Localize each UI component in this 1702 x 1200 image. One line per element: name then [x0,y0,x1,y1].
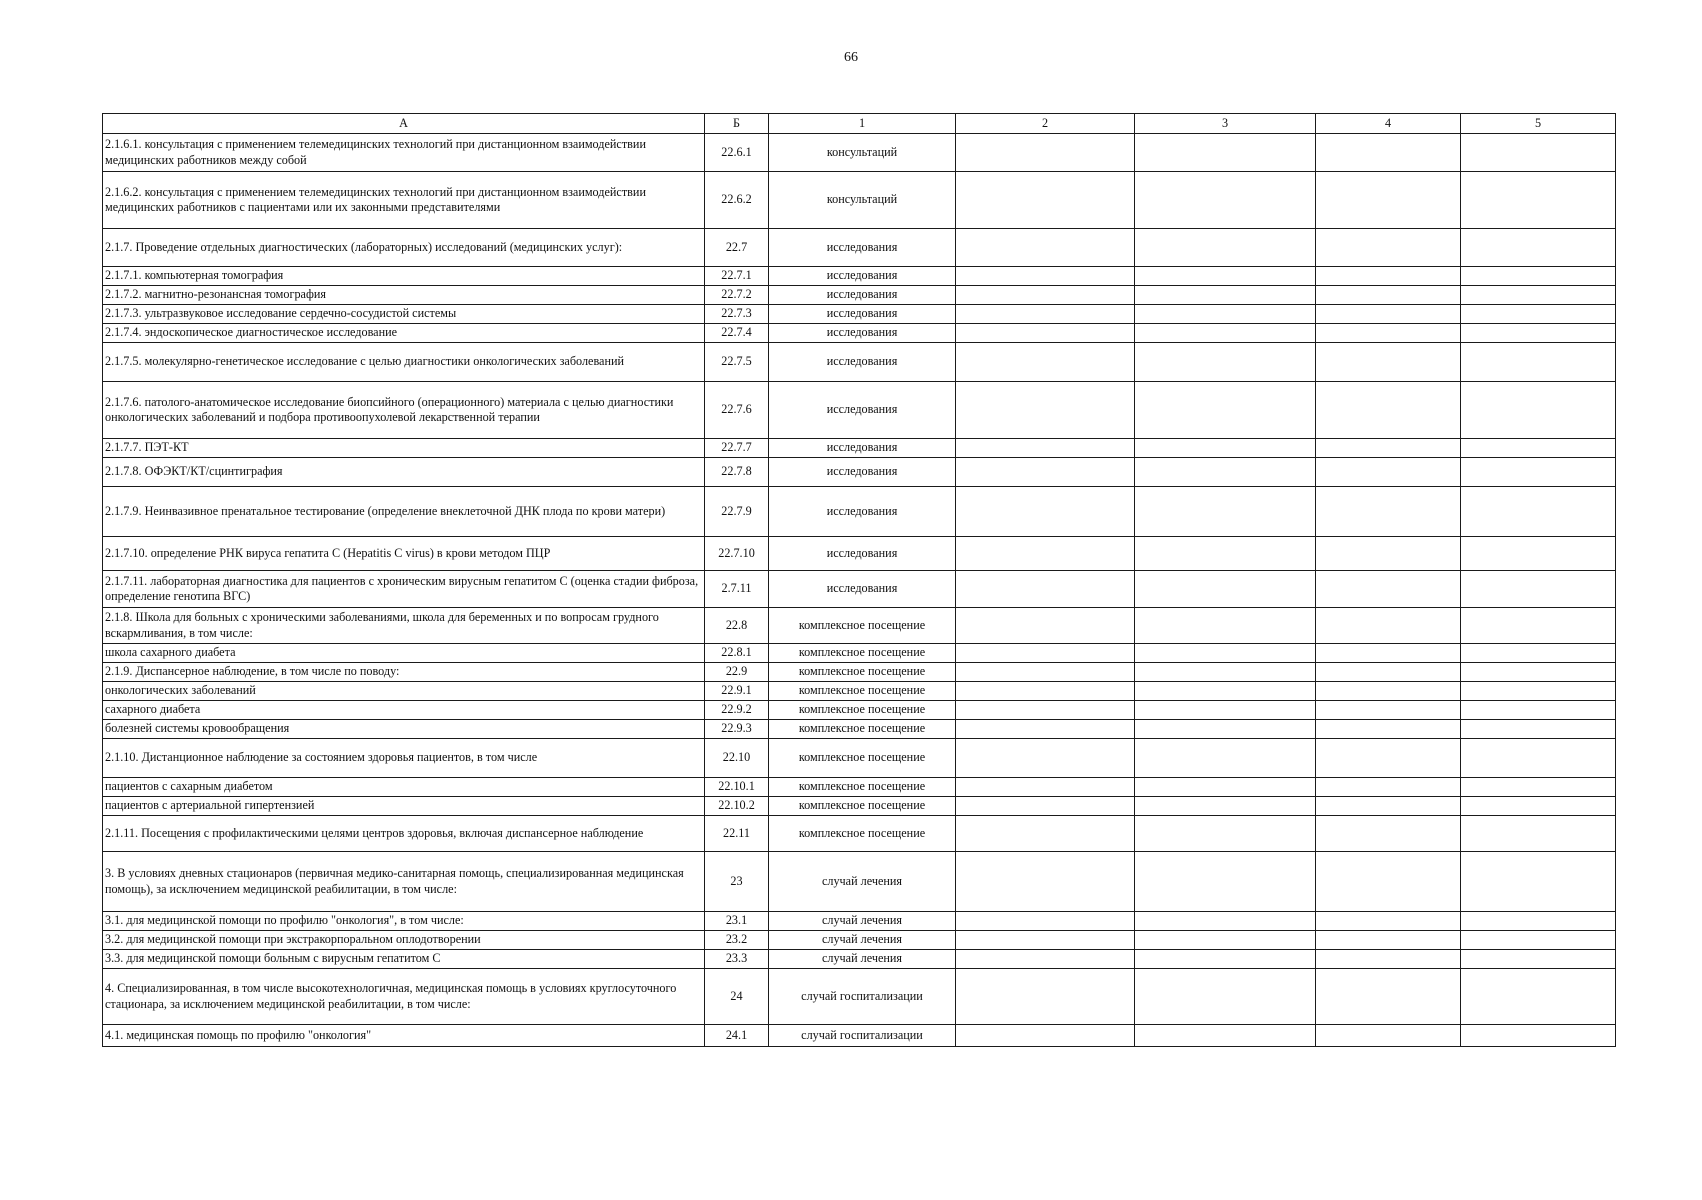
table-row [103,608,1616,644]
row-value-cell-5 [1461,286,1616,305]
row-value-cell-3 [1135,969,1316,1025]
table-row [103,343,1616,382]
row-code-cell: 22.7.4 [705,324,769,343]
row-value-cell-5 [1461,487,1616,537]
row-code-cell: 2.7.11 [705,571,769,608]
header-col-3: 3 [1135,114,1316,134]
row-value-cell-5 [1461,644,1616,663]
row-name-cell: 2.1.6.2. консультация с применением телемедицинских технологий при дистанционном взаимодействии медицинских работников с пациентами или их законными представителями [103,172,705,229]
row-name-cell: 2.1.8. Школа для больных с хроническими заболеваниями, школа для беременных и по вопросам грудного вскармливания, в том числе: [103,608,705,644]
row-unit-cell: исследования [769,487,956,537]
row-name-cell: школа сахарного диабета [103,644,705,663]
row-name-cell: онкологических заболеваний [103,682,705,701]
row-value-cell-5 [1461,343,1616,382]
row-code-cell: 22.6.1 [705,134,769,172]
row-value-cell-4 [1316,931,1461,950]
row-unit-cell: исследования [769,571,956,608]
row-value-cell-3 [1135,682,1316,701]
row-value-cell-5 [1461,701,1616,720]
row-value-cell-4 [1316,324,1461,343]
row-value-cell-2 [956,286,1135,305]
row-unit-cell: комплексное посещение [769,816,956,852]
row-code-cell: 22.9.1 [705,682,769,701]
row-value-cell-4 [1316,487,1461,537]
row-unit-cell: комплексное посещение [769,739,956,778]
row-code-cell: 24 [705,969,769,1025]
row-value-cell-2 [956,644,1135,663]
row-unit-cell: комплексное посещение [769,720,956,739]
row-value-cell-4 [1316,663,1461,682]
row-value-cell-2 [956,1025,1135,1047]
table-row [103,134,1616,172]
row-value-cell-3 [1135,286,1316,305]
table-row [103,172,1616,229]
row-value-cell-2 [956,852,1135,912]
row-code-cell: 22.7.2 [705,286,769,305]
table-row [103,778,1616,797]
row-code-cell: 22.7.1 [705,267,769,286]
row-value-cell-2 [956,267,1135,286]
row-value-cell-5 [1461,969,1616,1025]
row-name-cell: 2.1.9. Диспансерное наблюдение, в том числе по поводу: [103,663,705,682]
row-name-cell: 2.1.7.10. определение РНК вируса гепатита С (Hepatitis C virus) в крови методом ПЦР [103,537,705,571]
row-code-cell: 22.6.2 [705,172,769,229]
row-value-cell-2 [956,324,1135,343]
row-value-cell-4 [1316,912,1461,931]
row-value-cell-3 [1135,229,1316,267]
row-code-cell: 24.1 [705,1025,769,1047]
header-col-5: 5 [1461,114,1616,134]
row-code-cell: 22.7.9 [705,487,769,537]
row-value-cell-5 [1461,382,1616,439]
row-value-cell-5 [1461,267,1616,286]
row-code-cell: 22.9.2 [705,701,769,720]
row-code-cell: 23.1 [705,912,769,931]
row-unit-cell: случай лечения [769,912,956,931]
table-row [103,305,1616,324]
row-value-cell-3 [1135,172,1316,229]
row-value-cell-3 [1135,950,1316,969]
row-value-cell-4 [1316,571,1461,608]
row-name-cell: сахарного диабета [103,701,705,720]
row-value-cell-2 [956,439,1135,458]
row-unit-cell: случай госпитализации [769,969,956,1025]
row-value-cell-3 [1135,663,1316,682]
row-value-cell-5 [1461,663,1616,682]
row-value-cell-4 [1316,608,1461,644]
table-row [103,663,1616,682]
row-value-cell-2 [956,969,1135,1025]
row-name-cell: 2.1.11. Посещения с профилактическими целями центров здоровья, включая диспансерное наблюдение [103,816,705,852]
row-value-cell-3 [1135,778,1316,797]
row-code-cell: 23 [705,852,769,912]
row-value-cell-2 [956,682,1135,701]
row-value-cell-4 [1316,720,1461,739]
row-value-cell-3 [1135,912,1316,931]
row-value-cell-3 [1135,324,1316,343]
row-unit-cell: комплексное посещение [769,778,956,797]
row-value-cell-3 [1135,571,1316,608]
row-value-cell-4 [1316,852,1461,912]
row-value-cell-3 [1135,608,1316,644]
row-code-cell: 22.7 [705,229,769,267]
row-name-cell: 2.1.7.1. компьютерная томография [103,267,705,286]
table-row [103,439,1616,458]
row-value-cell-3 [1135,852,1316,912]
table-row [103,458,1616,487]
row-value-cell-5 [1461,931,1616,950]
row-value-cell-2 [956,305,1135,324]
row-unit-cell: исследования [769,343,956,382]
row-code-cell: 22.8 [705,608,769,644]
row-unit-cell: исследования [769,286,956,305]
row-value-cell-2 [956,739,1135,778]
row-code-cell: 22.10.2 [705,797,769,816]
table-row [103,324,1616,343]
row-value-cell-3 [1135,305,1316,324]
row-value-cell-3 [1135,487,1316,537]
row-value-cell-2 [956,778,1135,797]
row-value-cell-2 [956,229,1135,267]
row-unit-cell: случай лечения [769,950,956,969]
row-value-cell-4 [1316,682,1461,701]
row-unit-cell: исследования [769,229,956,267]
row-value-cell-4 [1316,134,1461,172]
row-value-cell-2 [956,458,1135,487]
row-name-cell: 4.1. медицинская помощь по профилю "онкология" [103,1025,705,1047]
row-value-cell-4 [1316,537,1461,571]
statistics-table [102,113,1616,1047]
row-value-cell-3 [1135,458,1316,487]
row-name-cell: пациентов с артериальной гипертензией [103,797,705,816]
row-value-cell-3 [1135,739,1316,778]
row-value-cell-5 [1461,537,1616,571]
row-unit-cell: случай госпитализации [769,1025,956,1047]
row-unit-cell: исследования [769,324,956,343]
table-row [103,912,1616,931]
row-value-cell-4 [1316,816,1461,852]
row-value-cell-4 [1316,439,1461,458]
row-value-cell-4 [1316,644,1461,663]
row-code-cell: 22.9.3 [705,720,769,739]
table-row [103,701,1616,720]
row-value-cell-5 [1461,816,1616,852]
row-value-cell-4 [1316,701,1461,720]
row-name-cell: 2.1.7. Проведение отдельных диагностических (лабораторных) исследований (медицинских услуг): [103,229,705,267]
row-value-cell-3 [1135,701,1316,720]
row-unit-cell: исследования [769,458,956,487]
row-unit-cell: консультаций [769,134,956,172]
header-col-a: А [103,114,705,134]
row-unit-cell: случай лечения [769,852,956,912]
row-name-cell: 2.1.7.9. Неинвазивное пренатальное тестирование (определение внеклеточной ДНК плода по крови матери) [103,487,705,537]
row-code-cell: 22.7.6 [705,382,769,439]
row-value-cell-3 [1135,1025,1316,1047]
row-value-cell-4 [1316,950,1461,969]
row-code-cell: 22.7.10 [705,537,769,571]
row-code-cell: 22.10 [705,739,769,778]
row-name-cell: 2.1.7.2. магнитно-резонансная томография [103,286,705,305]
row-code-cell: 22.9 [705,663,769,682]
row-value-cell-4 [1316,286,1461,305]
row-value-cell-4 [1316,778,1461,797]
row-value-cell-4 [1316,343,1461,382]
row-value-cell-2 [956,487,1135,537]
row-name-cell: 2.1.7.3. ультразвуковое исследование сердечно-сосудистой системы [103,305,705,324]
row-value-cell-4 [1316,229,1461,267]
row-name-cell: болезней системы кровообращения [103,720,705,739]
row-value-cell-5 [1461,458,1616,487]
row-value-cell-3 [1135,537,1316,571]
row-code-cell: 22.8.1 [705,644,769,663]
row-value-cell-5 [1461,172,1616,229]
table-row [103,1025,1616,1047]
row-value-cell-4 [1316,305,1461,324]
row-value-cell-2 [956,382,1135,439]
row-name-cell: 2.1.10. Дистанционное наблюдение за состоянием здоровья пациентов, в том числе [103,739,705,778]
row-value-cell-4 [1316,172,1461,229]
row-value-cell-3 [1135,382,1316,439]
row-value-cell-4 [1316,382,1461,439]
table-row [103,382,1616,439]
row-value-cell-3 [1135,134,1316,172]
row-name-cell: 2.1.7.6. патолого-анатомическое исследование биопсийного (операционного) материала с целью диагностики онкологических заболеваний и подбора противоопухолевой лекарственной терапии [103,382,705,439]
table-row [103,644,1616,663]
row-code-cell: 23.3 [705,950,769,969]
row-value-cell-5 [1461,682,1616,701]
row-value-cell-4 [1316,458,1461,487]
row-unit-cell: консультаций [769,172,956,229]
row-name-cell: 4. Специализированная, в том числе высокотехнологичная, медицинская помощь в условиях круглосуточного стационара, за исключением медицинской реабилитации, в том числе: [103,969,705,1025]
row-name-cell: 2.1.7.11. лабораторная диагностика для пациентов с хроническим вирусным гепатитом С (оценка стадии фиброза, определение генотипа ВГС) [103,571,705,608]
row-name-cell: пациентов с сахарным диабетом [103,778,705,797]
row-value-cell-3 [1135,816,1316,852]
row-value-cell-2 [956,172,1135,229]
row-value-cell-2 [956,663,1135,682]
row-name-cell: 2.1.7.7. ПЭТ-КТ [103,439,705,458]
row-unit-cell: комплексное посещение [769,644,956,663]
row-name-cell: 2.1.7.4. эндоскопическое диагностическое исследование [103,324,705,343]
row-value-cell-5 [1461,950,1616,969]
row-value-cell-4 [1316,1025,1461,1047]
row-unit-cell: исследования [769,439,956,458]
row-value-cell-2 [956,816,1135,852]
table-row [103,571,1616,608]
row-value-cell-5 [1461,439,1616,458]
row-unit-cell: комплексное посещение [769,608,956,644]
row-value-cell-5 [1461,912,1616,931]
row-code-cell: 22.11 [705,816,769,852]
header-row [103,114,1616,134]
row-value-cell-2 [956,931,1135,950]
table-row [103,739,1616,778]
row-name-cell: 3. В условиях дневных стационаров (первичная медико-санитарная помощь, специализированная медицинская помощь), за исключением медицинской реабилитации, в том числе: [103,852,705,912]
row-value-cell-5 [1461,778,1616,797]
row-value-cell-5 [1461,797,1616,816]
row-code-cell: 23.2 [705,931,769,950]
row-value-cell-4 [1316,267,1461,286]
row-unit-cell: комплексное посещение [769,663,956,682]
row-code-cell: 22.10.1 [705,778,769,797]
table-row [103,950,1616,969]
row-name-cell: 2.1.6.1. консультация с применением телемедицинских технологий при дистанционном взаимодействии медицинских работников между собой [103,134,705,172]
row-value-cell-5 [1461,739,1616,778]
table-row [103,487,1616,537]
table-row [103,537,1616,571]
row-value-cell-5 [1461,720,1616,739]
row-value-cell-4 [1316,739,1461,778]
row-value-cell-3 [1135,644,1316,663]
table-row [103,797,1616,816]
row-value-cell-3 [1135,797,1316,816]
row-value-cell-2 [956,537,1135,571]
row-name-cell: 3.3. для медицинской помощи больным с вирусным гепатитом С [103,950,705,969]
row-value-cell-5 [1461,608,1616,644]
row-value-cell-3 [1135,439,1316,458]
row-unit-cell: случай лечения [769,931,956,950]
row-name-cell: 2.1.7.8. ОФЭКТ/КТ/сцинтиграфия [103,458,705,487]
row-value-cell-3 [1135,931,1316,950]
row-value-cell-5 [1461,571,1616,608]
table-row [103,267,1616,286]
row-code-cell: 22.7.7 [705,439,769,458]
table-row [103,286,1616,305]
row-value-cell-2 [956,608,1135,644]
header-col-b: Б [705,114,769,134]
row-value-cell-5 [1461,134,1616,172]
row-unit-cell: комплексное посещение [769,682,956,701]
row-value-cell-2 [956,912,1135,931]
table-row [103,229,1616,267]
row-value-cell-2 [956,950,1135,969]
row-name-cell: 2.1.7.5. молекулярно-генетическое исследование с целью диагностики онкологических заболеваний [103,343,705,382]
row-unit-cell: исследования [769,267,956,286]
row-value-cell-2 [956,343,1135,382]
page-number: 66 [844,50,858,65]
table-row [103,931,1616,950]
table-row [103,852,1616,912]
row-unit-cell: исследования [769,382,956,439]
row-code-cell: 22.7.8 [705,458,769,487]
row-value-cell-2 [956,720,1135,739]
row-value-cell-2 [956,571,1135,608]
row-unit-cell: комплексное посещение [769,701,956,720]
header-col-4: 4 [1316,114,1461,134]
row-value-cell-5 [1461,852,1616,912]
row-code-cell: 22.7.5 [705,343,769,382]
row-value-cell-3 [1135,720,1316,739]
row-unit-cell: комплексное посещение [769,797,956,816]
row-unit-cell: исследования [769,305,956,324]
header-col-2: 2 [956,114,1135,134]
row-name-cell: 3.1. для медицинской помощи по профилю "онкология", в том числе: [103,912,705,931]
row-value-cell-3 [1135,343,1316,382]
row-value-cell-5 [1461,1025,1616,1047]
row-value-cell-5 [1461,229,1616,267]
row-value-cell-3 [1135,267,1316,286]
table-row [103,720,1616,739]
row-value-cell-4 [1316,969,1461,1025]
table-row [103,816,1616,852]
row-value-cell-2 [956,701,1135,720]
row-value-cell-2 [956,134,1135,172]
table-row [103,682,1616,701]
row-name-cell: 3.2. для медицинской помощи при экстракорпоральном оплодотворении [103,931,705,950]
row-value-cell-2 [956,797,1135,816]
table-row [103,969,1616,1025]
row-unit-cell: исследования [769,537,956,571]
header-col-1: 1 [769,114,956,134]
row-code-cell: 22.7.3 [705,305,769,324]
row-value-cell-4 [1316,797,1461,816]
row-value-cell-5 [1461,324,1616,343]
row-value-cell-5 [1461,305,1616,324]
